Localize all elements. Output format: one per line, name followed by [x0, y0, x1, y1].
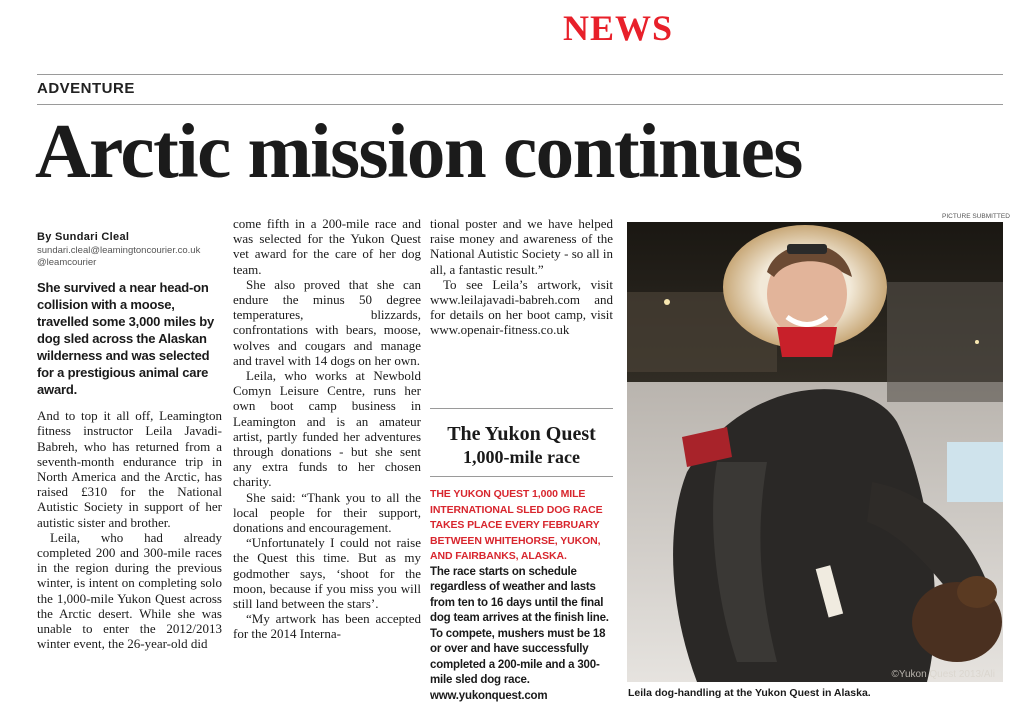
headline: Arctic mission continues: [35, 108, 802, 194]
standfirst: She survived a near head-on collision with a moose, travelled some 3,000 miles by dog sled across the Alaskan wilderness and was selected for a prestigious animal care award.: [37, 280, 215, 398]
byline-handle: @leamcourier: [37, 257, 97, 269]
paragraph: Leila, who works at Newbold Comyn Leisure Centre, runs her own boot camp business in Leamington and is an amateur artist, partly funded her adventures through donations - but she sent any extra funds to her chosen charity.: [233, 368, 421, 490]
article-photo: [627, 222, 1003, 682]
photo-credit: PICTURE SUBMITTED: [942, 213, 1010, 220]
factbox-title: The Yukon Quest: [447, 423, 596, 445]
paragraph: She also proved that she can endure the minus 50 degree temperatures, blizzards, confrontations with bears, moose, wolves and cougars and manage and travel with 14 dogs on her own.: [233, 276, 421, 368]
paragraph: She said: “Thank you to all the local people for their support, donations and encouragement.: [233, 489, 421, 536]
paragraph: “My artwork has been accepted for the 2014 Interna-: [233, 611, 421, 642]
paragraph: “Unfortunately I could not raise the Quest this time. But as my godmother says, ‘shoot for the moon, because if you miss you will still land between the stars’.: [233, 535, 421, 612]
byline-email: sundari.cleal@leamingtoncourier.co.uk: [37, 245, 201, 257]
article-column-3: [430, 216, 613, 338]
factbox-subtitle: 1,000-mile race: [430, 446, 613, 477]
paragraph: Leila, who had already completed 200 and 300-mile races in the region during the previous winter, is intent on completing solo the 1,000-mile Yukon Quest across the Arctic desert. While she was unable to enter the 2012/2013 winter event, the 26-year-old did: [37, 529, 222, 652]
article-column-2: [233, 216, 421, 642]
factbox-intro: THE YUKON QUEST 1,000 MILE INTERNATIONAL SLED DOG RACE TAKES PLACE EVERY FEBRUARY BETWEEN WHITEHORSE, YUKON, AND FAIRBANKS, ALASKA.: [430, 488, 603, 562]
photo-caption: Leila dog-handling at the Yukon Quest in Alaska.: [628, 687, 871, 699]
top-rule: [37, 74, 1003, 75]
byline-name: By Sundari Cleal: [37, 231, 130, 243]
section-rule: [37, 104, 1003, 105]
paragraph: To see Leila’s artwork, visit www.leilajavadi-babreh.com and for details on her boot camp, visit www.openair-fitness.co.uk: [430, 276, 613, 338]
factbox: [430, 408, 613, 704]
factbox-body: The race starts on schedule regardless of weather and lasts from ten to 16 days until the final dog team arrives at the finish line. To compete, mushers must be 18 or over and have successfully completed a 200-mile and a 300-mile sled dog race. www.yukonquest.com: [430, 565, 609, 702]
byline-meta: [37, 245, 222, 269]
article-column-1: [37, 226, 222, 651]
section-label: ADVENTURE: [37, 80, 135, 97]
photo-watermark: ©Yukon Quest 2013/Ali: [891, 669, 995, 680]
photo-illustration: [627, 222, 1003, 682]
masthead: NEWS: [563, 8, 674, 48]
paragraph: And to top it all off, Leamington fitness instructor Leila Javadi-Babreh, who has returned from a seventh-month endurance trip in North America and the Arctic, has raised £310 for the National Autistic Society in support of her autistic sister and brother.: [37, 408, 222, 530]
paragraph: tional poster and we have helped raise money and awareness of the National Autistic Society - so all in all, a fantastic result.”: [430, 216, 613, 277]
paragraph: come fifth in a 200-mile race and was selected for the Yukon Quest vet award for the care of her dog team.: [233, 216, 421, 277]
